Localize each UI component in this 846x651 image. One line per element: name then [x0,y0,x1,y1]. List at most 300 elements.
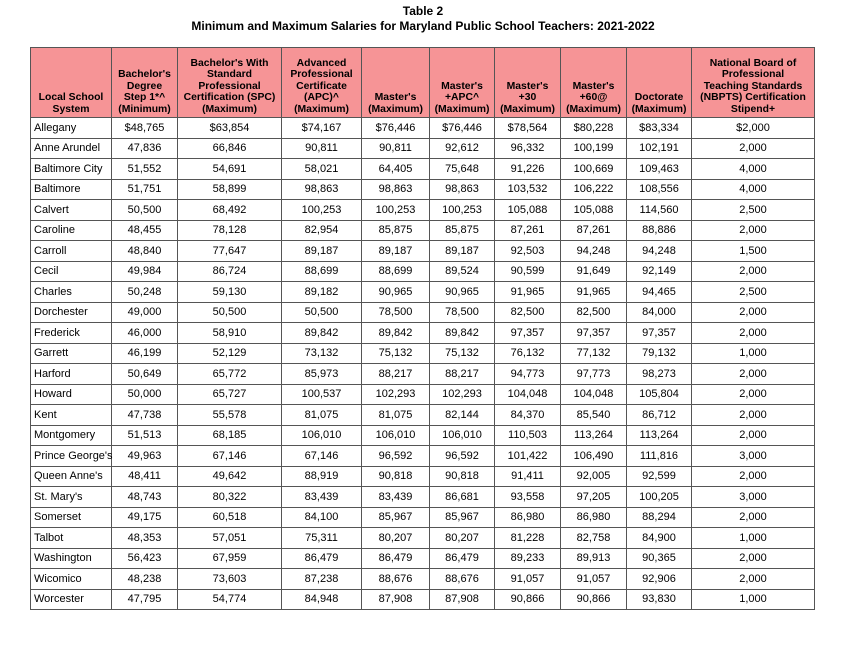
salary-cell: $63,854 [178,118,282,139]
salary-cell: 2,000 [692,569,815,590]
salary-cell: 48,353 [112,528,178,549]
salary-cell: 1,000 [692,343,815,364]
header-line: Master's [572,80,615,92]
salary-cell: 67,146 [282,446,362,467]
salary-cell: 105,804 [627,384,692,405]
header-line: Master's [374,92,417,103]
salary-cell: 100,253 [282,200,362,221]
salary-cell: 2,000 [692,323,815,344]
salary-cell: 73,603 [178,569,282,590]
salary-cell: 52,129 [178,343,282,364]
salary-cell: 100,669 [561,159,627,180]
table-row [31,548,815,569]
salary-cell: 100,537 [282,384,362,405]
salary-cell: 80,207 [430,528,495,549]
table-row [31,323,815,344]
salary-cell: 82,500 [561,302,627,323]
salary-cell: 48,840 [112,241,178,262]
table-row [31,364,815,385]
county-name-cell: Garrett [31,343,112,364]
salary-cell: 49,984 [112,261,178,282]
county-name-cell: Caroline [31,220,112,241]
salary-cell: 86,479 [430,548,495,569]
salary-cell: 88,676 [362,569,430,590]
salary-cell: 81,075 [282,405,362,426]
salary-cell: 51,552 [112,159,178,180]
salary-cell: 85,967 [362,507,430,528]
header-line: Professional [198,80,261,92]
salary-cell: 102,293 [362,384,430,405]
salary-cell: 87,908 [362,589,430,610]
header-line: (Maximum) [500,103,555,115]
salary-cell: 1,500 [692,241,815,262]
salary-cell: 86,479 [362,548,430,569]
county-name-cell: St. Mary's [31,487,112,508]
table-row [31,569,815,590]
header-masters-maximum [362,48,430,118]
salary-cell: 67,959 [178,548,282,569]
salary-cell: 98,863 [430,179,495,200]
header-line: Advanced [296,57,347,69]
salary-cell: 75,132 [430,343,495,364]
salary-cell: 81,228 [495,528,561,549]
salary-cell: 88,294 [627,507,692,528]
salary-cell: 97,205 [561,487,627,508]
salary-cell: 88,699 [282,261,362,282]
salary-cell: 85,967 [430,507,495,528]
salary-cell: 89,187 [430,241,495,262]
salary-cell: 92,503 [495,241,561,262]
county-name-cell: Dorchester [31,302,112,323]
salary-cell: 97,357 [627,323,692,344]
salary-cell: 2,000 [692,425,815,446]
header-line: (NBPTS) Certification [700,92,806,103]
salary-cell: 90,965 [362,282,430,303]
salary-cell: 105,088 [495,200,561,221]
header-masters-apc-maximum [430,48,495,118]
county-name-cell: Calvert [31,200,112,221]
header-line: (Minimum) [118,103,171,115]
salary-cell: 83,439 [282,487,362,508]
salary-cell: 84,370 [495,405,561,426]
salary-cell: 73,132 [282,343,362,364]
salary-cell: 81,075 [362,405,430,426]
header-apc-maximum [282,48,362,118]
salary-cell: 78,500 [362,302,430,323]
table-row [31,200,815,221]
salary-cell: 87,261 [495,220,561,241]
salary-cell: 82,758 [561,528,627,549]
salary-cell: 97,357 [561,323,627,344]
table-row [31,220,815,241]
header-line: +60@ [579,92,608,103]
salary-cell: 49,642 [178,466,282,487]
salary-cell: 92,599 [627,466,692,487]
salary-cell: 86,681 [430,487,495,508]
salary-cell: 86,724 [178,261,282,282]
county-name-cell: Prince George's [31,446,112,467]
salary-cell: $80,228 [561,118,627,139]
county-name-cell: Baltimore City [31,159,112,180]
salary-cell: 104,048 [495,384,561,405]
salary-cell: 50,649 [112,364,178,385]
salary-cell: 65,727 [178,384,282,405]
header-line: (Maximum) [294,103,349,115]
table-row [31,507,815,528]
salary-cell: $2,000 [692,118,815,139]
salary-cell: 76,132 [495,343,561,364]
county-name-cell: Wicomico [31,569,112,590]
county-name-cell: Queen Anne's [31,466,112,487]
header-masters-60-maximum [561,48,627,118]
header-line: Master's [441,80,483,92]
salary-cell: 64,405 [362,159,430,180]
salary-cell: 91,965 [561,282,627,303]
header-line: Standard [206,69,253,80]
salary-cell: 75,132 [362,343,430,364]
salary-cell: 91,649 [561,261,627,282]
header-line: Bachelor's With [190,57,269,69]
header-line: Professional [290,69,353,80]
salary-cell: 87,908 [430,589,495,610]
salary-cell: 98,863 [362,179,430,200]
table-row [31,302,815,323]
salary-cell: 90,965 [430,282,495,303]
salary-cell: 89,842 [282,323,362,344]
salary-cell: 54,774 [178,589,282,610]
salary-cell: 108,556 [627,179,692,200]
salary-cell: 100,205 [627,487,692,508]
salary-cell: 85,875 [362,220,430,241]
header-line: (Maximum) [434,103,490,115]
salary-cell: 80,207 [362,528,430,549]
salary-cell: 89,187 [282,241,362,262]
table-row [31,159,815,180]
salary-cell: 88,886 [627,220,692,241]
table-row [31,466,815,487]
header-line: Master's [506,80,549,92]
salary-cell: 67,146 [178,446,282,467]
salary-cell: 78,128 [178,220,282,241]
salary-cell: 88,217 [430,364,495,385]
salary-cell: 58,899 [178,179,282,200]
salary-cell: 46,199 [112,343,178,364]
salary-cell: 46,000 [112,323,178,344]
header-line: +30 [518,92,537,103]
salary-cell: 106,010 [282,425,362,446]
salary-cell: 111,816 [627,446,692,467]
salary-cell: 89,842 [430,323,495,344]
salary-cell: 1,000 [692,528,815,549]
table-row [31,241,815,262]
salary-cell: 77,647 [178,241,282,262]
salary-cell: 82,500 [495,302,561,323]
salary-cell: 4,000 [692,159,815,180]
header-line: Degree [126,80,163,92]
header-line: Certification (SPC) [183,92,276,103]
salary-cell: 88,676 [430,569,495,590]
salary-cell: 103,532 [495,179,561,200]
header-line: Doctorate [634,92,684,103]
header-line: Teaching Standards [703,80,803,92]
header-line: (Maximum) [566,103,621,115]
salary-cell: 48,455 [112,220,178,241]
salary-cell: 93,830 [627,589,692,610]
salary-cell: 82,144 [430,405,495,426]
salary-cell: 101,422 [495,446,561,467]
salary-cell: 91,226 [495,159,561,180]
salary-cell: 84,900 [627,528,692,549]
salary-cell: 3,000 [692,446,815,467]
county-name-cell: Harford [31,364,112,385]
salary-cell: 106,010 [430,425,495,446]
salary-cell: 50,000 [112,384,178,405]
salary-cell: 106,010 [362,425,430,446]
header-line: Professional [721,69,785,80]
salary-cell: 50,500 [178,302,282,323]
header-masters-30-maximum [495,48,561,118]
salary-cell: 97,773 [561,364,627,385]
salary-cell: 86,980 [561,507,627,528]
salary-cell: 87,261 [561,220,627,241]
salary-cell: 102,191 [627,138,692,159]
salary-cell: 83,439 [362,487,430,508]
salary-cell: 4,000 [692,179,815,200]
salary-cell: 88,919 [282,466,362,487]
salary-cell: 58,021 [282,159,362,180]
salary-cell: 49,175 [112,507,178,528]
salary-cell: 86,712 [627,405,692,426]
salary-cell: 109,463 [627,159,692,180]
table-row [31,261,815,282]
salary-cell: 84,000 [627,302,692,323]
table-row [31,179,815,200]
table-row [31,589,815,610]
salary-cell: 3,000 [692,487,815,508]
county-name-cell: Worcester [31,589,112,610]
salary-cell: 2,000 [692,261,815,282]
county-name-cell: Howard [31,384,112,405]
salary-cell: $76,446 [362,118,430,139]
salary-cell: 90,365 [627,548,692,569]
salary-cell: 82,954 [282,220,362,241]
salary-cell: 55,578 [178,405,282,426]
salary-cell: 59,130 [178,282,282,303]
table-row [31,405,815,426]
salary-table [30,47,815,610]
header-bachelors-step1-minimum [112,48,178,118]
salary-cell: 2,500 [692,200,815,221]
salary-cell: 49,963 [112,446,178,467]
salary-cell: 89,842 [362,323,430,344]
header-line: Stipend+ [730,103,776,115]
salary-cell: 75,648 [430,159,495,180]
salary-cell: 88,699 [362,261,430,282]
salary-cell: 68,185 [178,425,282,446]
salary-cell: 89,524 [430,261,495,282]
table-row [31,343,815,364]
salary-cell: 60,518 [178,507,282,528]
header-doctorate-maximum [627,48,692,118]
salary-cell: 2,000 [692,405,815,426]
salary-cell: 50,500 [282,302,362,323]
salary-cell: 94,248 [627,241,692,262]
table-row [31,282,815,303]
salary-cell: 91,057 [561,569,627,590]
header-line: (APC)^ [304,92,339,103]
salary-cell: 106,222 [561,179,627,200]
salary-cell: $74,167 [282,118,362,139]
header-line: Certificate [296,80,347,92]
salary-cell: 98,273 [627,364,692,385]
salary-cell: 2,000 [692,220,815,241]
header-row [31,48,815,118]
table-row [31,118,815,139]
salary-cell: 68,492 [178,200,282,221]
salary-cell: 85,875 [430,220,495,241]
salary-cell: 92,906 [627,569,692,590]
salary-cell: 90,866 [495,589,561,610]
salary-cell: 97,357 [495,323,561,344]
salary-cell: 90,811 [282,138,362,159]
county-name-cell: Carroll [31,241,112,262]
header-bachelors-spc-maximum [178,48,282,118]
salary-cell: 90,811 [362,138,430,159]
header-line: Local School [38,92,104,103]
county-name-cell: Montgomery [31,425,112,446]
header-line: (Maximum) [368,103,423,115]
county-name-cell: Washington [31,548,112,569]
header-nbpts-stipend [692,48,815,118]
salary-cell: 92,005 [561,466,627,487]
salary-cell: 49,000 [112,302,178,323]
salary-cell: 114,560 [627,200,692,221]
salary-cell: 96,332 [495,138,561,159]
salary-cell: 66,846 [178,138,282,159]
salary-cell: 106,490 [561,446,627,467]
table-row [31,487,815,508]
salary-cell: 84,948 [282,589,362,610]
salary-cell: 92,149 [627,261,692,282]
salary-cell: 2,000 [692,364,815,385]
salary-cell: 2,000 [692,384,815,405]
salary-cell: 96,592 [430,446,495,467]
salary-cell: 90,866 [561,589,627,610]
salary-cell: 1,000 [692,589,815,610]
salary-cell: 89,187 [362,241,430,262]
salary-cell: 98,863 [282,179,362,200]
salary-cell: $83,334 [627,118,692,139]
salary-cell: 100,253 [430,200,495,221]
salary-cell: 86,980 [495,507,561,528]
county-name-cell: Charles [31,282,112,303]
salary-cell: 54,691 [178,159,282,180]
salary-cell: 79,132 [627,343,692,364]
salary-cell: 88,217 [362,364,430,385]
table-row [31,138,815,159]
salary-cell: 48,743 [112,487,178,508]
salary-cell: 2,000 [692,466,815,487]
county-name-cell: Cecil [31,261,112,282]
salary-cell: 75,311 [282,528,362,549]
salary-cell: 113,264 [561,425,627,446]
salary-cell: 89,233 [495,548,561,569]
salary-cell: 105,088 [561,200,627,221]
county-name-cell: Allegany [31,118,112,139]
salary-cell: 80,322 [178,487,282,508]
salary-cell: 48,411 [112,466,178,487]
salary-cell: $48,765 [112,118,178,139]
header-line: Bachelor's [118,69,171,80]
county-name-cell: Anne Arundel [31,138,112,159]
salary-cell: 96,592 [362,446,430,467]
table-row [31,528,815,549]
county-name-cell: Baltimore [31,179,112,200]
header-line: Step 1*^ [123,92,166,103]
salary-cell: 89,182 [282,282,362,303]
salary-cell: 100,253 [362,200,430,221]
salary-cell: 50,248 [112,282,178,303]
salary-cell: 2,500 [692,282,815,303]
salary-cell: 94,465 [627,282,692,303]
salary-cell: 51,751 [112,179,178,200]
salary-cell: 90,599 [495,261,561,282]
salary-cell: 56,423 [112,548,178,569]
salary-cell: 91,965 [495,282,561,303]
salary-cell: 50,500 [112,200,178,221]
table-caption: Minimum and Maximum Salaries for Maryland Public School Teachers: 2021-2022 [191,19,655,33]
salary-cell: 90,818 [362,466,430,487]
salary-cell: 48,238 [112,569,178,590]
county-name-cell: Frederick [31,323,112,344]
table-row [31,384,815,405]
salary-cell: 104,048 [561,384,627,405]
salary-cell: 2,000 [692,548,815,569]
salary-cell: 94,248 [561,241,627,262]
salary-cell: $78,564 [495,118,561,139]
salary-cell: 47,738 [112,405,178,426]
salary-cell: 85,973 [282,364,362,385]
salary-cell: 2,000 [692,302,815,323]
salary-cell: 47,836 [112,138,178,159]
salary-cell: 47,795 [112,589,178,610]
salary-cell: 2,000 [692,507,815,528]
table-title [0,4,846,34]
salary-cell: 93,558 [495,487,561,508]
salary-cell: $76,446 [430,118,495,139]
header-line: +APC^ [444,92,480,103]
salary-cell: 94,773 [495,364,561,385]
salary-cell: 78,500 [430,302,495,323]
salary-cell: 85,540 [561,405,627,426]
header-line: (Maximum) [202,103,257,115]
table-body [31,118,815,610]
header-local-school-system [31,48,112,118]
header-line: National Board of [709,57,797,69]
salary-cell: 57,051 [178,528,282,549]
table-number: Table 2 [402,4,444,18]
salary-cell: 51,513 [112,425,178,446]
salary-cell: 91,057 [495,569,561,590]
salary-cell: 113,264 [627,425,692,446]
salary-cell: 87,238 [282,569,362,590]
salary-cell: 86,479 [282,548,362,569]
salary-cell: 102,293 [430,384,495,405]
header-line: (Maximum) [631,103,687,115]
county-name-cell: Kent [31,405,112,426]
table-row [31,446,815,467]
salary-cell: 84,100 [282,507,362,528]
